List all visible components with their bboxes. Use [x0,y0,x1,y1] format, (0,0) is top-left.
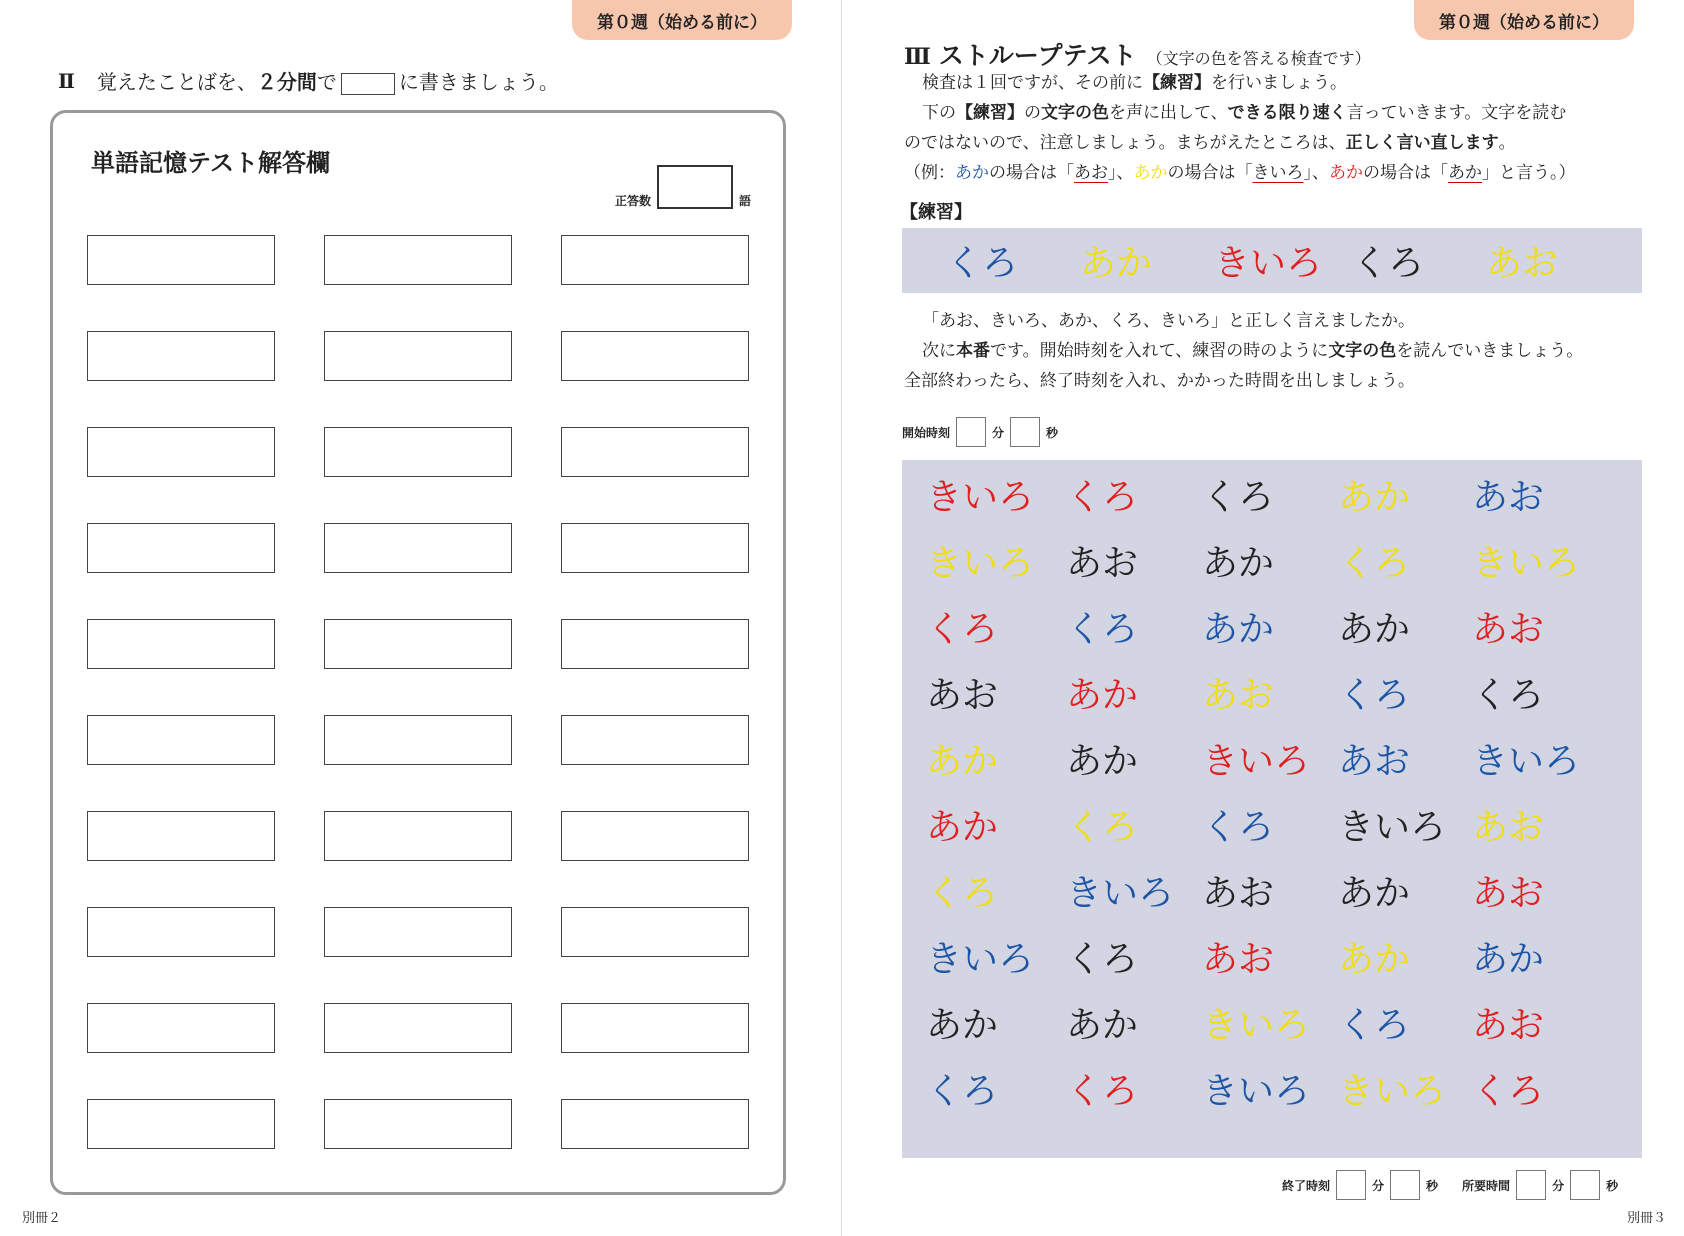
stroop-word: あか [1338,873,1411,914]
answer-box[interactable] [561,715,749,765]
stroop-word: あお [1472,609,1545,650]
answer-box[interactable] [324,619,512,669]
stroop-word: あか [926,741,999,782]
answer-box[interactable] [87,331,275,381]
stroop-word: あお [926,675,999,716]
stroop-word: きいろ [926,543,1035,584]
stroop-word: くろ [1338,543,1411,584]
stroop-word: きいろ [1338,1071,1447,1112]
answer-box[interactable] [324,811,512,861]
start-minutes-box[interactable] [956,417,986,447]
stroop-word: あか [1338,609,1411,650]
section-number: Ⅲ [904,44,931,70]
seconds-unit: 秒 [1606,1178,1619,1193]
answer-box[interactable] [87,427,275,477]
instruction-text: 覚えたことばを、２分間で に書きましょう。 [96,70,559,94]
stroop-word: あお [1202,675,1275,716]
stroop-word: あか [1066,675,1139,716]
stroop-word: くろ [926,873,999,914]
section-title: ストループテスト [938,41,1137,70]
stroop-word: くろ [1338,675,1411,716]
stroop-word: あか [926,1005,999,1046]
week-tab: 第０週（始める前に） [572,0,792,40]
seconds-unit: 秒 [1426,1178,1439,1193]
answer-box[interactable] [324,907,512,957]
start-seconds-box[interactable] [1010,417,1040,447]
stroop-word: あお [1472,807,1545,848]
required-seconds-box[interactable] [1570,1170,1600,1200]
inline-blank-box [341,73,395,95]
stroop-word: きいろ [926,477,1035,518]
stroop-word: くろ [1066,807,1139,848]
answer-box[interactable] [87,811,275,861]
right-page [842,0,1684,1236]
paragraph-3: のではないので、注意しましょう。まちがえたところは、正しく言い直します。 [904,133,1516,153]
practice-word: くろ [1352,243,1425,284]
example-line: （例：あかの場合は「あお」、あかの場合は「きいろ」、あかの場合は「あか」と言う。） [904,163,1576,183]
answer-box[interactable] [561,427,749,477]
stroop-word: あか [1202,609,1275,650]
stroop-word: くろ [1338,1005,1411,1046]
practice-word: あか [1080,243,1153,284]
answer-box[interactable] [561,1003,749,1053]
answer-box[interactable] [561,235,749,285]
stroop-word: あお [1202,939,1275,980]
answer-box[interactable] [87,907,275,957]
stroop-word: きいろ [1202,1071,1311,1112]
start-time-row [902,417,1058,447]
panel-title: 単語記憶テスト解答欄 [91,149,331,177]
answer-box[interactable] [324,235,512,285]
answer-box[interactable] [324,1099,512,1149]
answer-box[interactable] [561,907,749,957]
stroop-word: きいろ [1066,873,1175,914]
answer-box[interactable] [561,619,749,669]
seconds-unit: 秒 [1046,425,1059,440]
stroop-word: きいろ [1338,807,1447,848]
practice-label: 【練習】 [900,202,972,223]
practice-word: きいろ [1214,243,1323,284]
stroop-word: あか [1338,477,1411,518]
answer-box[interactable] [561,811,749,861]
stroop-word: きいろ [1472,543,1581,584]
end-time-label: 終了時刻 [1282,1178,1331,1193]
stroop-word: あお [1472,1005,1545,1046]
stroop-word: くろ [1066,477,1139,518]
answer-panel [50,110,786,1195]
stroop-word: くろ [1202,807,1275,848]
stroop-word: あお [1338,741,1411,782]
stroop-word: あか [1338,939,1411,980]
stroop-word: くろ [1472,675,1545,716]
required-time-label: 所要時間 [1462,1178,1511,1193]
section-heading [904,36,1371,72]
end-seconds-box[interactable] [1390,1170,1420,1200]
stroop-word: くろ [926,1071,999,1112]
answer-box[interactable] [324,715,512,765]
intro-text [904,68,1664,188]
practice-word: くろ [946,243,1019,284]
score-unit: 語 [738,194,751,208]
stroop-word: きいろ [1472,741,1581,782]
stroop-word: くろ [1066,939,1139,980]
stroop-word: きいろ [1202,1005,1311,1046]
paragraph-6: 全部終わったら、終了時刻を入れ、かかった時間を出しましょう。 [904,371,1415,391]
page-number: 別冊２ [22,1211,62,1226]
main-instructions [904,306,1664,396]
section-number: Ⅱ [58,68,75,93]
required-minutes-box[interactable] [1516,1170,1546,1200]
answer-box[interactable] [87,715,275,765]
stroop-word: あか [1066,741,1139,782]
stroop-word: あお [1472,873,1545,914]
answer-box[interactable] [87,523,275,573]
paragraph-5: 次に本番です。開始時刻を入れて、練習の時のように文字の色を読んでいきましょう。 [922,341,1584,361]
stroop-word: くろ [1202,477,1275,518]
stroop-test-panel [902,460,1642,1158]
stroop-word: きいろ [926,939,1035,980]
answer-box[interactable] [87,619,275,669]
answer-box[interactable] [561,331,749,381]
end-minutes-box[interactable] [1336,1170,1366,1200]
stroop-word: きいろ [1202,741,1311,782]
answer-box[interactable] [561,523,749,573]
answer-box[interactable] [87,235,275,285]
stroop-word: くろ [926,609,999,650]
score-box[interactable] [657,165,733,209]
answer-box[interactable] [324,427,512,477]
answer-box[interactable] [324,331,512,381]
minutes-unit: 分 [1372,1178,1385,1193]
practice-word: あお [1486,243,1559,284]
answer-box[interactable] [324,1003,512,1053]
stroop-word: あか [1066,1005,1139,1046]
paragraph-4: 「あお、きいろ、あか、くろ、きいろ」と正しく言えましたか。 [922,311,1415,331]
stroop-word: あお [1472,477,1545,518]
stroop-word: あか [926,807,999,848]
answer-box[interactable] [561,1099,749,1149]
stroop-word: あお [1066,543,1139,584]
page-number: 別冊３ [1626,1211,1666,1226]
answer-grid [87,235,749,1149]
week-tab: 第０週（始める前に） [1414,0,1634,40]
answer-box[interactable] [324,523,512,573]
score-label: 正答数 [614,194,651,208]
answer-box[interactable] [87,1003,275,1053]
stroop-word: あお [1202,873,1275,914]
section-instruction [58,66,559,95]
score-area [615,165,751,209]
practice-band [902,228,1642,293]
stroop-word: あか [1202,543,1275,584]
paragraph-2: 下の【練習】の文字の色を声に出して、できる限り速く言っていきます。文字を読む [922,103,1567,123]
minutes-unit: 分 [992,425,1005,440]
answer-box[interactable] [87,1099,275,1149]
minutes-unit: 分 [1552,1178,1565,1193]
start-time-label: 開始時刻 [902,425,951,440]
stroop-word: くろ [1066,1071,1139,1112]
stroop-word: くろ [1066,609,1139,650]
section-subtitle: （文字の色を答える検査です） [1146,49,1371,68]
stroop-word: くろ [1472,1071,1545,1112]
end-time-row [1282,1170,1618,1200]
paragraph-1: 検査は１回ですが、その前に【練習】を行いましょう。 [922,73,1347,93]
stroop-word: あか [1472,939,1545,980]
